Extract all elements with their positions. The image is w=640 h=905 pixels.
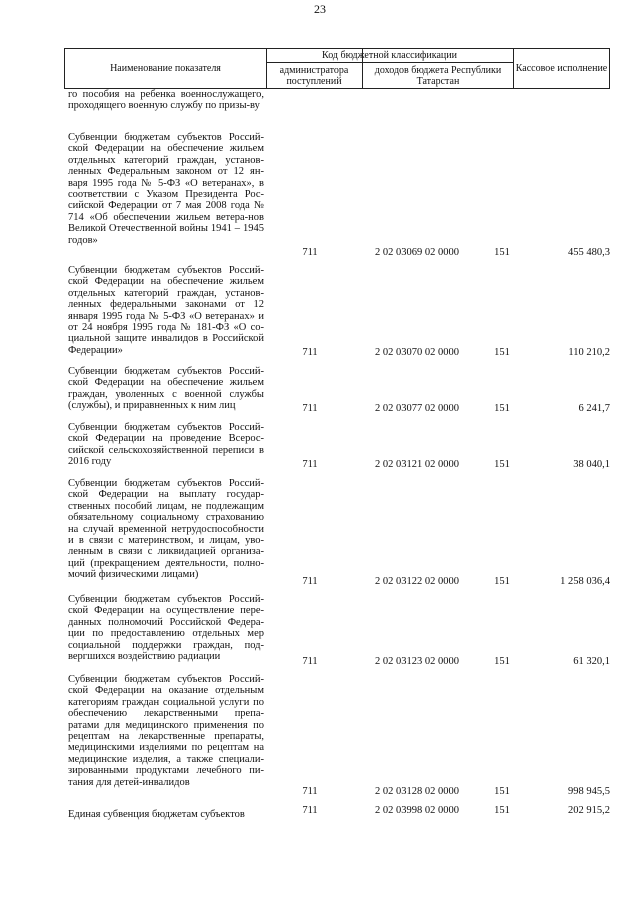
table-row (0, 132, 640, 259)
row-admin: 711 (302, 347, 318, 358)
row-code: 2 02 03070 02 0000 (375, 347, 459, 358)
row-code: 2 02 03077 02 0000 (375, 403, 459, 414)
row-amount: 455 480,3 (568, 247, 610, 258)
row-amount: 61 320,1 (573, 656, 610, 667)
table-row (0, 674, 640, 798)
row-amount: 110 210,2 (568, 347, 610, 358)
row-code: 2 02 03998 02 0000 (375, 805, 459, 816)
row-type: 151 (494, 656, 510, 667)
row-type: 151 (494, 347, 510, 358)
row-code: 2 02 03122 02 0000 (375, 576, 459, 587)
row-name: Единая субвенция бюджетам субъектов (68, 809, 245, 820)
row-name: го пособия на ребенка военнослужащего, проходящего военную службу по призы-ву (68, 89, 264, 112)
row-type: 151 (494, 805, 510, 816)
row-type: 151 (494, 459, 510, 470)
row-type: 151 (494, 786, 510, 797)
row-amount: 6 241,7 (578, 403, 610, 414)
row-name: Субвенции бюджетам субъектов Россий-ской Федерации на осуществление пере-данных полномочий Российской Федера-ции по предоставлению отдельных мер социальной поддержки граждан, под-вергшихся воздействию радиации (68, 594, 264, 663)
row-name: Субвенции бюджетам субъектов Россий-ской Федерации на обеспечение жильем отдельных категорий граждан, установ-ленных федеральными законами от 12 января 1995 года № 5-ФЗ «О ветеранах» и от 24 ноября 1995 года № 181-ФЗ «О со-циальной защите инвалидов в Российской Федерации» (68, 265, 264, 356)
table-row (0, 89, 640, 124)
row-code: 2 02 03123 02 0000 (375, 656, 459, 667)
table-row (0, 478, 640, 588)
row-name: Субвенции бюджетам субъектов Россий-ской Федерации на обеспечение жильем граждан, уволенных с военной службы (службы), и приравненных к ним лиц (68, 366, 264, 412)
row-code: 2 02 03128 02 0000 (375, 786, 459, 797)
table-row (0, 422, 640, 471)
header-budget-code-group: Код бюджетной классификации (322, 50, 457, 61)
row-admin: 711 (302, 576, 318, 587)
table-row (0, 265, 640, 359)
row-type: 151 (494, 247, 510, 258)
table-row (0, 806, 640, 820)
row-name: Субвенции бюджетам субъектов Россий-ской Федерации на выплату государ-ственных пособий лицам, не подлежащим обязательному социальному страхованию на случай временной нетрудоспособности и в связи с материнством, и лицам, уво-ленным в связи с ликвидацией организа-ций (прекращением деятельности, полно-мочий физическими лицами) (68, 478, 264, 581)
table-row (0, 594, 640, 668)
row-name: Субвенции бюджетам субъектов Россий-ской Федерации на обеспечение жильем отдельных категорий граждан, установ-ленных Федеральным законом от 12 ян-варя 1995 года № 5-ФЗ «О ветеранах», в соответствии с Указом Президента Рос-сийской Федерации от 7 мая 2008 года № 714 «Об обеспечении жильем ветера-нов Великой Отечественной войны 1941 – 1945 годов» (68, 132, 264, 246)
header-name: Наименование показателя (110, 63, 221, 74)
row-admin: 711 (302, 247, 318, 258)
page-number: 23 (314, 2, 326, 16)
row-name: Субвенции бюджетам субъектов Россий-ской Федерации на оказание отдельным категориям граждан социальной услуги по обеспечению лекарственными препа-ратами для медицинского применения по рецептам на лекарственные препараты, медицинскими изделиями по рецептам на медицинские изделия, а также специали-зированными продуктами лечебного пи-тания для детей-инвалидов (68, 674, 264, 788)
row-name: Субвенции бюджетам субъектов Россий-ской Федерации на проведение Всерос-сийской сельскохозяйственной переписи в 2016 году (68, 422, 264, 468)
row-admin: 711 (302, 459, 318, 470)
row-admin: 711 (302, 805, 318, 816)
row-type: 151 (494, 403, 510, 414)
row-admin: 711 (302, 656, 318, 667)
header-cash: Кассовое исполнение (515, 63, 608, 74)
row-code: 2 02 03069 02 0000 (375, 247, 459, 258)
row-admin: 711 (302, 786, 318, 797)
row-amount: 998 945,5 (568, 786, 610, 797)
header-admin: администратора поступлений (279, 64, 349, 87)
header-income: доходов бюджета Республики Татарстан (374, 64, 502, 87)
table-header (64, 48, 610, 89)
row-amount: 38 040,1 (573, 459, 610, 470)
row-code: 2 02 03121 02 0000 (375, 459, 459, 470)
row-type: 151 (494, 576, 510, 587)
row-amount: 1 258 036,4 (560, 576, 610, 587)
row-admin: 711 (302, 403, 318, 414)
row-amount: 202 915,2 (568, 805, 610, 816)
table-row (0, 366, 640, 415)
